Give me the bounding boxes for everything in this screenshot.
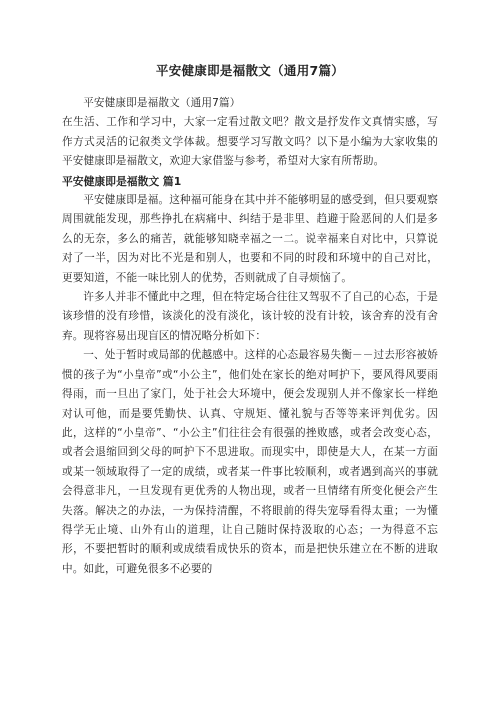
document-title: 平安健康即是福散文（通用7篇） bbox=[155, 63, 345, 78]
paragraph: 许多人并非不懂此中之理，但在特定场合往往又驾驭不了自己的心态，于是该珍惜的没有珍惜，该淡化的没有淡化，该计较的没有计较，该舍弃的没有舍弃。现将容易出现盲区的情况略分析如下： bbox=[62, 291, 438, 342]
document-body bbox=[62, 94, 438, 579]
paragraph: 平安健康即是福。这种福可能身在其中并不能够明显的感受到，但只要观察周围就能发现，那些挣扎在病痛中、纠结于是非里、趋避于险恶间的人们是多么的无奈，多么的痛苦，就能够知晓幸福之一二。说幸福来自对比中，只算说对了一半，因为对比不光是和别人，也要和不同的时段和环境中的自己对比，更要知道，不能一味比别人的优势，否则就成了自寻烦恼了。 bbox=[62, 194, 438, 284]
paragraph: 在生活、工作和学习中，大家一定看过散文吧？散文是抒发作文真情实感，写作方式灵活的记叙类文学体裁。想要学习写散文吗？以下是小编为大家收集的平安健康即是福散文，欢迎大家借鉴与参考，希望对大家有所帮助。 bbox=[62, 116, 438, 168]
paragraph: 平安健康即是福散文（通用7篇） bbox=[83, 97, 241, 109]
section-heading: 平安健康即是福散文 篇1 bbox=[62, 174, 182, 188]
paragraph: 一、处于暂时或局部的优越感中。这样的心态最容易失衡－－过去形容被娇惯的孩子为“小皇帝”或“小公主”，他们处在家长的绝对呵护下，要风得风要雨得雨，而一旦出了家门，处于社会大环境中，便会发现别人并不像家长一样绝对认可他，而是要凭勤快、认真、守规矩、懂礼貌与否等等来评判优劣。因此，这样的“小皇帝”、“小公主”们往往会有很强的挫败感，或者会改变心态，或者会退缩回到父母的呵护下不思进取。而现实中，即使是大人，在某一方面或某一领域取得了一定的成绩，或者某一件事比较顺利，或者遇到高兴的事就会得意非凡，一旦发现有更优秀的人物出现，或者一旦情绪有所变化便会产生失落。解决之的办法，一为保持清醒，不将眼前的得失宠辱看得太重；一为懂得学无止境、山外有山的道理，让自己随时保持汲取的心态；一为得意不忘形，不要把暂时的顺利或成绩看成快乐的资本，而是把快乐建立在不断的进取中。如此，可避免很多不必要的 bbox=[62, 349, 438, 575]
